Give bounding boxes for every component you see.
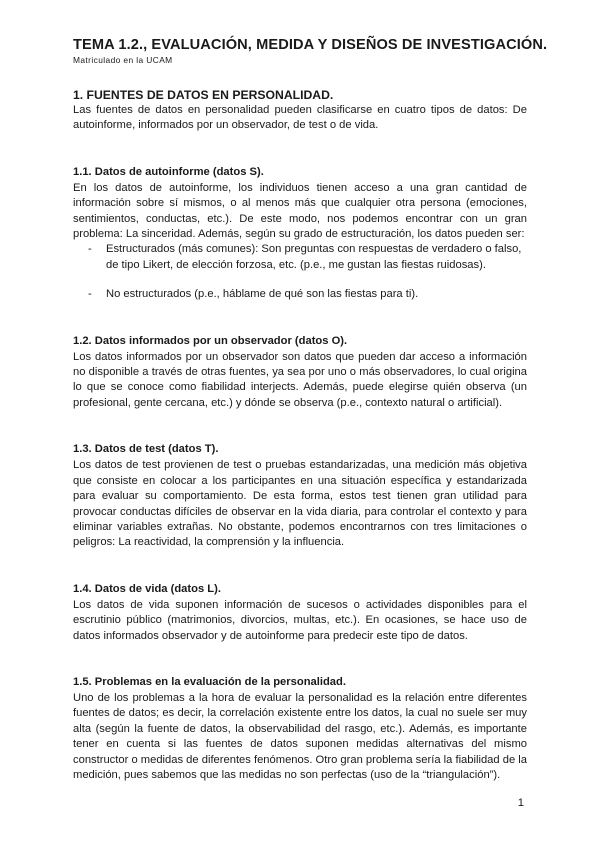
subsection-heading-vida: 1.4. Datos de vida (datos L).: [73, 582, 221, 595]
subsection-vida: [73, 582, 527, 644]
test-paragraph: Los datos de test provienen de test o pruebas estandarizadas, una medición más objetiva que consiste en colocar a los participantes en una situación específica y estandarizada para evaluar su comportamiento. De esta forma, estos test tienen gran utilidad para provocar conductas difíciles de observar en la vida diaria, para controlar el contexto y para eliminar variables extrañas. No obstante, podemos encontrarnos con tres limitaciones o peligros: La reactividad, la comprensión y la influencia.: [73, 459, 527, 549]
section-intro-paragraph: Las fuentes de datos en personalidad pueden clasificarse en cuatro tipos de datos: De autoinforme, informados por un observador, de test o de vida.: [73, 104, 527, 132]
problemas-paragraph: Uno de los problemas a la hora de evaluar la personalidad es la relación entre diferentes fuentes de datos; es decir, la correlación existente entre los datos, la cual no suele ser muy alta (según la fuente de datos, la observabilidad del rasgo, etc.). Además, es importante tener en cuenta si las fuentes de datos suponen medidas alternativas del mismo constructor o medidas de diferentes fenómenos. Otro gran problema sería la fiabilidad de la medición, pues sabemos que las medidas no son perfectas (uso de la “triangulación”).: [73, 691, 527, 781]
section-heading-fuentes: 1. FUENTES DE DATOS EN PERSONALIDAD.: [73, 88, 334, 102]
subsection-observador: [73, 334, 527, 412]
subsection-problemas: [73, 675, 527, 783]
list-item: - No estructurados (p.e., háblame de qué son las fiestas para ti).: [106, 287, 527, 302]
observador-paragraph: Los datos informados por un observador son datos que pueden dar acceso a información no disponible a través de otras fuentes, ya sea por uno o más observadores, lo cual origina lo que se conoce como fiabilidad interjects. Además, puede elegirse quién observa (un profesional, gente cercana, etc.) y dónde se observa (p.e., contexto natural o artificial).: [73, 350, 527, 409]
autoinforme-paragraph: En los datos de autoinforme, los individuos tienen acceso a una gran cantidad de información sobre sí mismos, o al menos más que cualquier otra persona (emociones, sentimientos, conductas, etc.). De este modo, nos podemos encontrar con un gran problema: La sinceridad. Además, según su grado de estructuración, los datos pueden ser:: [73, 181, 527, 241]
list-item: - Estructurados (más comunes): Son preguntas con respuestas de verdadero o falso, de tipo Likert, de elección forzosa, etc. (p.e., me gustan las fiestas ruidosas).: [106, 242, 527, 273]
subsection-test: [73, 442, 527, 550]
document-subtitle: Matriculado en la UCAM: [73, 55, 173, 65]
vida-paragraph: Los datos de vida suponen información de sucesos o actividades disponibles para el escrutinio público (matrimonios, divorcios, multas, etc.). En ocasiones, se hace uso de datos informados observador y de autoinforme para predecir este tipo de datos.: [73, 598, 527, 642]
subsection-heading-observador: 1.2. Datos informados por un observador (datos O).: [73, 334, 348, 347]
page-number: 1: [517, 797, 524, 809]
subsection-heading-test: 1.3. Datos de test (datos T).: [73, 443, 219, 456]
data-structure-list: [73, 242, 527, 302]
subsection-heading-problemas: 1.5. Problemas en la evaluación de la personalidad.: [73, 675, 346, 688]
document-title: TEMA 1.2., EVALUACIÓN, MEDIDA Y DISEÑOS DE INVESTIGACIÓN.: [73, 37, 548, 53]
subsection-heading-autoinforme: 1.1. Datos de autoinforme (datos S).: [73, 165, 264, 178]
subsection-autoinforme: [73, 165, 527, 303]
